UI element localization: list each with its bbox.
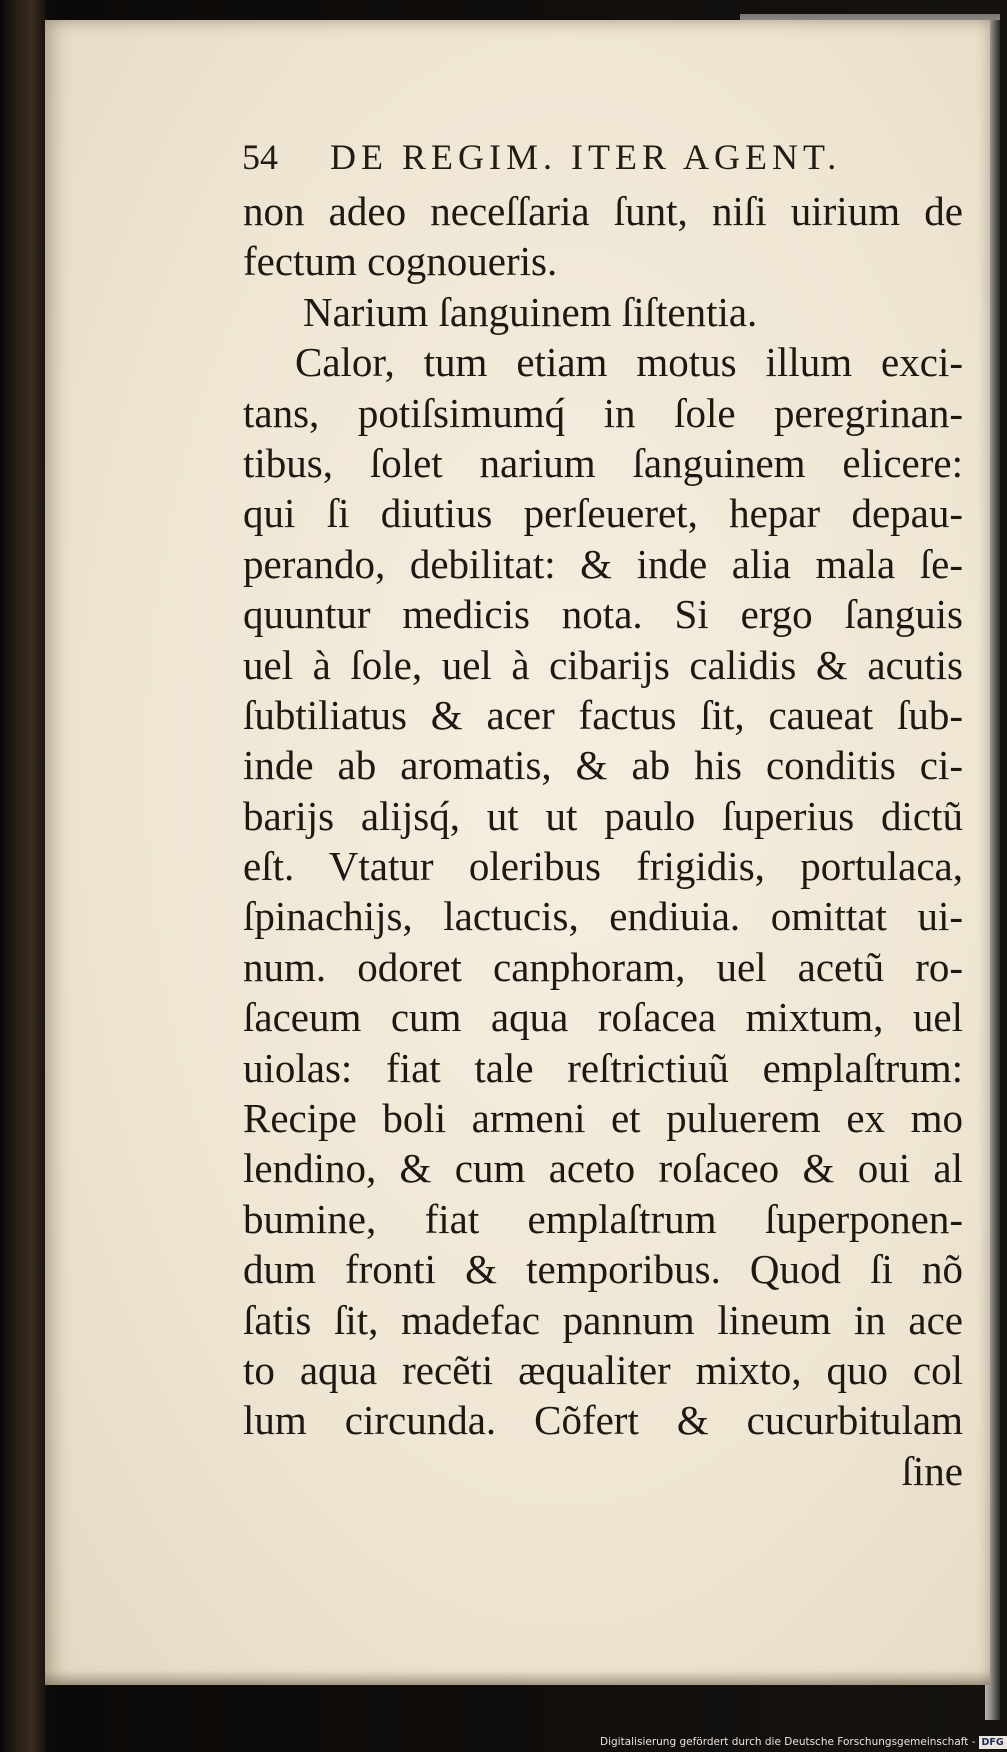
- text-line: Calor, tum etiam motus illum exci-: [295, 339, 963, 386]
- text-line: uel à ſole, uel à cibarijs calidis & acutis: [243, 641, 963, 688]
- text-line: eſt. Vtatur oleribus frigidis, portulaca,: [243, 843, 963, 890]
- text-line: ſubtiliatus & acer factus ſit, caueat ſub-: [243, 691, 963, 738]
- credit-text: Digitalisierung gefördert durch die Deutsche Forschungsgemeinschaft -: [600, 1736, 976, 1748]
- text-line: fectum cognoueris.: [243, 238, 558, 285]
- book-spine-shadow: [0, 0, 45, 1752]
- text-line: dum fronti & temporibus. Quod ſi nõ: [243, 1246, 963, 1293]
- text-line: inde ab aromatis, & ab his conditis ci-: [243, 742, 963, 789]
- text-line: barijs alijsq́, ut ut paulo ſuperius dictũ: [243, 792, 963, 839]
- body-text: [243, 186, 963, 1496]
- text-line: bumine, fiat emplaſtrum ſuperponen-: [243, 1195, 963, 1242]
- text-line: to aqua recẽti æqualiter mixto, quo col: [243, 1346, 963, 1393]
- text-line: tibus, ſolet narium ſanguinem elicere:: [243, 439, 963, 486]
- text-line: perando, debilitat: & inde alia mala ſe-: [243, 540, 963, 587]
- page-bottom-shadow: [45, 1670, 990, 1685]
- text-line: lendino, & cum aceto roſaceo & oui al: [243, 1145, 963, 1192]
- text-line: ſatis ſit, madefac pannum lineum in ace: [243, 1296, 963, 1343]
- text-line: uiolas: fiat tale reſtrictiuũ emplaſtrum:: [243, 1044, 963, 1091]
- catchword: ſine: [901, 1447, 963, 1494]
- section-heading: Narium ſanguinem ſiſtentia.: [303, 288, 758, 335]
- text-line: qui ſi diutius perſeueret, hepar depau-: [243, 490, 963, 537]
- text-line: ſaceum cum aqua roſacea mixtum, uel: [243, 994, 963, 1041]
- text-line: quuntur medicis nota. Si ergo ſanguis: [243, 591, 963, 638]
- page-number: 54: [242, 137, 278, 177]
- dfg-logo: DFG: [979, 1736, 1007, 1749]
- text-line: num. odoret canphoram, uel acetũ ro-: [243, 943, 963, 990]
- running-head: [242, 136, 942, 178]
- text-line: lum circunda. Cõfert & cucurbitulam: [243, 1397, 963, 1444]
- text-line: tans, potiſsimumq́ in ſole peregrinan-: [243, 389, 963, 436]
- text-line: Recipe boli armeni et puluerem ex mo: [243, 1095, 963, 1142]
- digitization-credit: [600, 1734, 1004, 1750]
- running-title: DE REGIM. ITER AGENT.: [330, 137, 842, 177]
- text-line: ſpinachijs, lactucis, endiuia. omittat ui-: [243, 893, 963, 940]
- text-line: non adeo neceſſaria ſunt, niſi uirium de: [243, 188, 963, 234]
